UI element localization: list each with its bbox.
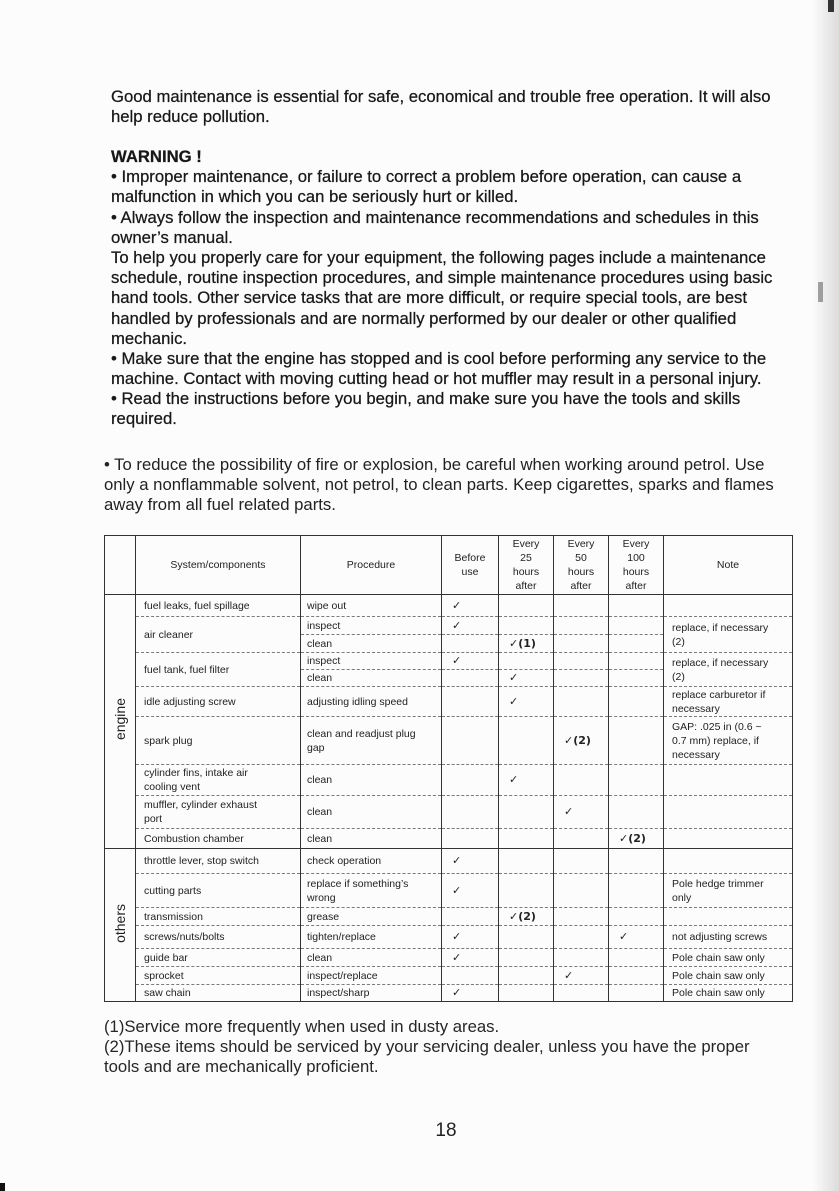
header-every-100-hours <box>609 536 664 595</box>
procedure-cell: clean <box>301 635 442 653</box>
warning-line: To help you properly care for your equipment, the following pages include a maintenance <box>111 247 766 267</box>
table-row <box>105 687 793 717</box>
scan-shadow-right-edge <box>812 0 839 1191</box>
check-mark-cell <box>499 717 554 765</box>
procedure-cell: clean <box>301 829 442 849</box>
check-mark-cell: ✓(2) <box>554 717 609 765</box>
procedure-cell: inspect <box>301 617 442 635</box>
warning-line: malfunction in which you can be seriously hurt or killed. <box>111 187 519 207</box>
note-cell: not adjusting screws <box>664 926 793 949</box>
table-row <box>105 908 793 926</box>
check-mark-cell <box>554 687 609 717</box>
check-mark-cell: ✓(2) <box>609 829 664 849</box>
note-cell: Pole chain saw only <box>664 985 793 1002</box>
table-row <box>105 874 793 908</box>
check-mark-cell: ✓ <box>554 796 609 829</box>
note-cell <box>664 595 793 617</box>
note-cell: replace, if necessary (2) <box>664 653 793 687</box>
system-component-cell: cutting parts <box>136 874 301 908</box>
procedure-cell: replace if something’s wrong <box>301 874 442 908</box>
header-line: 100 <box>627 552 645 564</box>
table-header <box>105 536 793 595</box>
header-line: Every <box>512 538 540 550</box>
procedure-cell: inspect/replace <box>301 967 442 985</box>
procedure-cell: inspect/sharp <box>301 985 442 1002</box>
procedure-cell: clean <box>301 670 442 687</box>
check-mark-cell <box>442 717 499 765</box>
check-mark-cell <box>554 653 609 670</box>
table-body <box>105 595 793 1002</box>
warning-line: • Always follow the inspection and maintenance recommendations and schedules in this <box>111 207 759 227</box>
check-mark-cell: ✓(1) <box>499 635 554 653</box>
check-mark-cell <box>609 687 664 717</box>
system-component-cell: Combustion chamber <box>136 829 301 849</box>
header-line: after <box>625 580 647 592</box>
fire-safety-notice <box>104 455 774 516</box>
check-mark-cell <box>609 949 664 967</box>
check-mark-cell <box>499 796 554 829</box>
note-cell: GAP: .025 in (0.6 ~ 0.7 mm) replace, if necessary <box>664 717 793 765</box>
check-mark-cell <box>609 874 664 908</box>
header-every-50-hours <box>554 536 609 595</box>
check-mark-cell: ✓ <box>442 617 499 635</box>
check-mark-cell <box>609 670 664 687</box>
check-mark-cell: ✓ <box>442 926 499 949</box>
fire-notice-line: only a nonflammable solvent, not petrol, to clean parts. Keep cigarettes, sparks and flames <box>104 475 774 495</box>
system-component-cell: fuel tank, fuel filter <box>136 653 301 687</box>
system-component-cell: sprocket <box>136 967 301 985</box>
header-line: hours <box>512 566 540 578</box>
check-mark-cell: ✓ <box>609 926 664 949</box>
header-line: hours <box>567 566 595 578</box>
check-mark-cell <box>499 829 554 849</box>
header-before-use <box>442 536 499 595</box>
table-row <box>105 949 793 967</box>
check-mark-cell <box>499 653 554 670</box>
system-component-cell: saw chain <box>136 985 301 1002</box>
table-row <box>105 926 793 949</box>
warning-line: schedule, routine inspection procedures, and simple maintenance procedures using basic <box>111 268 773 288</box>
system-component-cell: guide bar <box>136 949 301 967</box>
note-cell: replace carburetor if necessary <box>664 687 793 717</box>
header-every-25-hours <box>499 536 554 595</box>
warning-line: hand tools. Other service tasks that are more difficult, or require special tools, are best <box>111 288 747 308</box>
warning-line: required. <box>111 409 177 429</box>
table-row <box>105 849 793 874</box>
check-mark-cell <box>499 849 554 874</box>
fire-notice-line: away from all fuel related parts. <box>104 495 336 515</box>
check-mark-cell <box>609 908 664 926</box>
check-mark-cell: ✓ <box>442 985 499 1002</box>
warning-line: • Read the instructions before you begin, and make sure you have the tools and skills <box>111 389 741 409</box>
system-component-cell: idle adjusting screw <box>136 687 301 717</box>
system-component-cell: screws/nuts/bolts <box>136 926 301 949</box>
table-row <box>105 985 793 1002</box>
header-line: 25 <box>520 552 532 564</box>
check-mark-cell <box>609 617 664 635</box>
warning-line: • Make sure that the engine has stopped and is cool before performing any service to the <box>111 348 767 368</box>
check-mark-cell <box>554 595 609 617</box>
check-mark-cell <box>442 687 499 717</box>
check-mark-cell: ✓ <box>499 765 554 796</box>
system-component-cell: muffler, cylinder exhaust port <box>136 796 301 829</box>
header-note: Note <box>664 536 793 595</box>
check-mark-cell <box>554 949 609 967</box>
warning-line: owner’s manual. <box>111 227 233 247</box>
system-component-cell: cylinder fins, intake air cooling vent <box>136 765 301 796</box>
procedure-cell: inspect <box>301 653 442 670</box>
intro-paragraph <box>111 87 771 127</box>
check-mark-cell <box>442 670 499 687</box>
table-row <box>105 617 793 635</box>
table-row <box>105 967 793 985</box>
warning-line: mechanic. <box>111 328 188 348</box>
table-row <box>105 829 793 849</box>
check-mark-cell <box>554 617 609 635</box>
header-line: after <box>515 580 537 592</box>
check-mark-cell <box>442 635 499 653</box>
group-label-cell <box>105 595 136 849</box>
system-component-cell: throttle lever, stop switch <box>136 849 301 874</box>
group-label-cell <box>105 849 136 1002</box>
system-component-cell: transmission <box>136 908 301 926</box>
check-mark-cell: ✓ <box>442 595 499 617</box>
check-mark-cell <box>499 926 554 949</box>
header-system-components: System/components <box>136 536 301 595</box>
check-mark-cell <box>554 670 609 687</box>
warning-title: WARNING ! <box>111 147 202 166</box>
check-mark-cell <box>609 796 664 829</box>
note-cell <box>664 908 793 926</box>
procedure-cell: grease <box>301 908 442 926</box>
note-cell: Pole hedge trimmer only <box>664 874 793 908</box>
check-mark-cell <box>554 926 609 949</box>
header-line: hours <box>622 566 650 578</box>
check-mark-cell <box>499 949 554 967</box>
check-mark-cell: ✓ <box>554 967 609 985</box>
scan-mark-right-edge <box>818 282 823 302</box>
check-mark-cell <box>609 595 664 617</box>
table-row <box>105 765 793 796</box>
check-mark-cell <box>499 595 554 617</box>
note-cell <box>664 796 793 829</box>
check-mark-cell <box>442 908 499 926</box>
check-mark-cell <box>554 635 609 653</box>
procedure-cell: tighten/replace <box>301 926 442 949</box>
table-row <box>105 796 793 829</box>
check-mark-cell <box>442 796 499 829</box>
system-component-cell: fuel leaks, fuel spillage <box>136 595 301 617</box>
procedure-cell: adjusting idling speed <box>301 687 442 717</box>
procedure-cell: wipe out <box>301 595 442 617</box>
note-cell: replace, if necessary (2) <box>664 617 793 653</box>
header-line: Before <box>454 552 486 564</box>
procedure-cell: clean <box>301 949 442 967</box>
note-cell: Pole chain saw only <box>664 967 793 985</box>
scan-mark-bottom-left <box>0 1183 5 1191</box>
check-mark-cell <box>554 985 609 1002</box>
note-cell <box>664 849 793 874</box>
check-mark-cell <box>609 849 664 874</box>
table-row <box>105 717 793 765</box>
scan-mark-top-right <box>828 0 834 12</box>
check-mark-cell <box>554 829 609 849</box>
check-mark-cell: ✓ <box>499 687 554 717</box>
table-row <box>105 653 793 670</box>
check-mark-cell: ✓ <box>442 874 499 908</box>
check-mark-cell: ✓ <box>499 670 554 687</box>
warning-line: machine. Contact with moving cutting head or hot muffler may result in a personal injury. <box>111 369 762 389</box>
check-mark-cell <box>609 765 664 796</box>
check-mark-cell <box>609 985 664 1002</box>
check-mark-cell: ✓ <box>442 653 499 670</box>
intro-line: Good maintenance is essential for safe, economical and trouble free operation. It will also <box>111 87 771 106</box>
footnote-line: tools and are mechanically proficient. <box>104 1057 379 1077</box>
group-label: engine <box>112 698 128 741</box>
warning-section <box>111 147 772 430</box>
note-cell: Pole chain saw only <box>664 949 793 967</box>
system-component-cell: air cleaner <box>136 617 301 653</box>
header-line: 50 <box>575 552 587 564</box>
header-line: Every <box>567 538 595 550</box>
procedure-cell: clean <box>301 765 442 796</box>
check-mark-cell <box>609 635 664 653</box>
procedure-cell: clean <box>301 796 442 829</box>
page-number: 18 <box>435 1120 457 1141</box>
note-cell <box>664 829 793 849</box>
footnote-line: (2)These items should be serviced by your servicing dealer, unless you have the proper <box>104 1037 750 1057</box>
header-line: use <box>461 566 479 578</box>
check-mark-cell <box>609 653 664 670</box>
group-label: others <box>112 903 128 943</box>
header-line: after <box>570 580 592 592</box>
check-mark-cell: ✓ <box>442 849 499 874</box>
check-mark-cell <box>554 908 609 926</box>
check-mark-cell <box>442 765 499 796</box>
header-procedure: Procedure <box>301 536 442 595</box>
check-mark-cell <box>554 765 609 796</box>
check-mark-cell <box>554 874 609 908</box>
header-group-cell <box>105 536 136 595</box>
check-mark-cell <box>609 967 664 985</box>
warning-line: • Improper maintenance, or failure to correct a problem before operation, can cause a <box>111 167 742 187</box>
footnote-line: (1)Service more frequently when used in dusty areas. <box>104 1017 500 1036</box>
note-cell <box>664 765 793 796</box>
table-row <box>105 595 793 617</box>
check-mark-cell <box>499 617 554 635</box>
intro-line: help reduce pollution. <box>111 107 270 127</box>
warning-line: handled by professionals and are normally performed by our dealer or other qualified <box>111 308 737 328</box>
check-mark-cell <box>609 717 664 765</box>
header-line: Every <box>622 538 650 550</box>
procedure-cell: check operation <box>301 849 442 874</box>
check-mark-cell <box>499 985 554 1002</box>
check-mark-cell <box>499 874 554 908</box>
check-mark-cell <box>554 849 609 874</box>
check-mark-cell <box>499 967 554 985</box>
check-mark-cell <box>442 829 499 849</box>
procedure-cell: clean and readjust plug gap <box>301 717 442 765</box>
system-component-cell: spark plug <box>136 717 301 765</box>
header-row <box>105 536 793 595</box>
maintenance-schedule-table <box>104 535 793 1002</box>
check-mark-cell <box>442 967 499 985</box>
fire-notice-line: • To reduce the possibility of fire or explosion, be careful when working around petrol. Use <box>104 455 765 474</box>
check-mark-cell: ✓ <box>442 949 499 967</box>
check-mark-cell: ✓(2) <box>499 908 554 926</box>
footnotes <box>104 1017 750 1078</box>
